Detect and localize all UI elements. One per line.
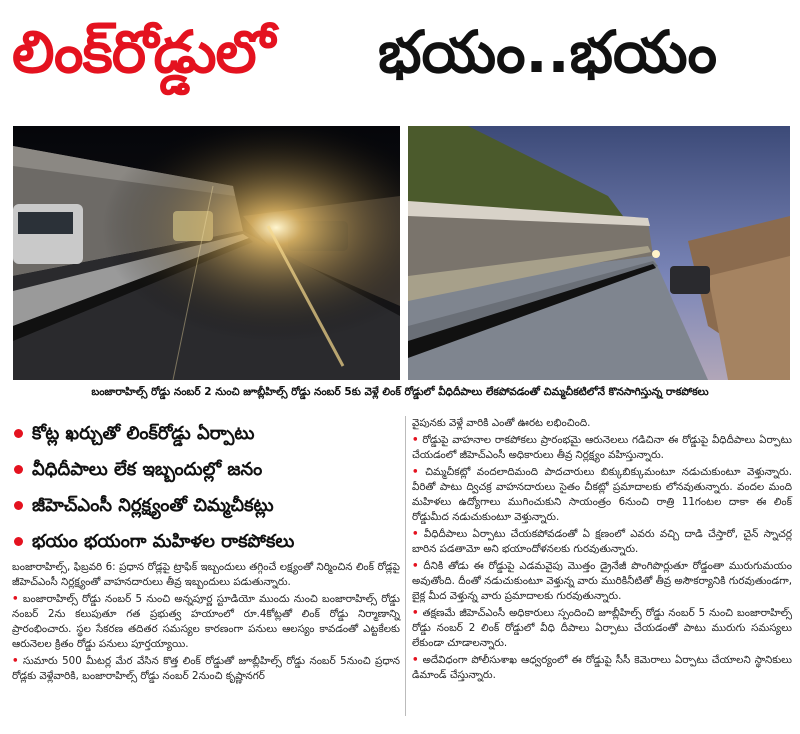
article-paragraph: • రోడ్డుపై వాహనాల రాకపోకలు ప్రారంభమై ఆరునెలలు గడిచినా ఈ రోడ్డుపై వీధిదీపాలు ఏర్పాటు చేయడంలో జీహెచ్ఎంసీ అధికారులు తీవ్ర నిర్లక్ష్యం వహిస్తున్నారు. bbox=[412, 434, 792, 461]
highlight-text: జీహెచ్ఎంసీ నిర్లక్ష్యంతో చిమ్మచీకట్లు bbox=[32, 495, 274, 516]
article-paragraph: వైపునకు వెళ్లే వారికి ఎంతో ఊరట లభించింది. bbox=[412, 417, 591, 429]
article-paragraph: • వీధిదీపాలు ఏర్పాటు చేయకపోవడంతో ఏ క్షణంలో ఎవరు వచ్చి దాడి చేస్తారో, చైన్ స్నాచర్ల బారిన పడతామో అని భయాందోళనలకు గురవుతున్నారు. bbox=[412, 528, 792, 555]
article-paragraph: • చిమ్మచీకట్లో వందలాదిమంది పాదచారులు బిక్కుబిక్కుమంటూ నడుచుకుంటూ వెళ్తున్నారు. వీరితో పాటు ద్విచక్ర వాహనదారులు సైతం చీకట్లో ప్రమాదాలకు లోనవుతున్నారు. వందల మంది మహిళలు ఉద్యోగాలు ముగించుకుని సాయంత్రం 6నుంచి రాత్రి 11గంటల దాకా ఈ లింక్ రోడ్డుమీద నడుచుకుంటూ వెళ్తున్నారు. bbox=[412, 466, 793, 523]
bullet-dot-icon bbox=[14, 537, 23, 546]
article-paragraph: • దీనికి తోడు ఈ రోడ్డుపై ఎడమవైపు మొత్తం డ్రైనేజీ పొంగిపొర్లుతూ రోడ్డంతా మురుగుమయం అవుతోంది. దీంతో నడుచుకుంటూ వెళ్తున్న వారు మురికినీటితో తీవ్ర అసౌకర్యానికి గురవుతుండగా, బైక్ల మీద వెళ్తున్న వారు ప్రమాదాలకు గురవుతున్నారు. bbox=[412, 560, 793, 602]
highlight-text: భయం భయంగా మహిళల రాకపోకలు bbox=[32, 531, 295, 552]
highlight-item bbox=[12, 452, 400, 488]
left-column bbox=[12, 416, 400, 686]
headline bbox=[0, 18, 800, 96]
column-divider bbox=[405, 416, 406, 716]
headline-black: భయం..భయం bbox=[378, 18, 718, 86]
article-paragraph: • సుమారు 500 మీటర్ల మేర వేసిన కొత్త లింక్ రోడ్డుతో జూబ్లీహిల్స్ రోడ్డు నంబర్ 5నుంచి ప్రధాన రోడ్లకు వెళ్లేవారికి, బంజారాహిల్స్ రోడ్డు నంబర్ 2నుంచి కృష్ణానగర్ bbox=[12, 655, 400, 682]
bullet-dot-icon bbox=[14, 465, 23, 474]
highlight-item bbox=[12, 524, 400, 560]
headline-red: లింక్‌రోడ్డులో bbox=[12, 18, 275, 86]
article-paragraph: • అదేవిధంగా పోలీసుశాఖ ఆధ్వర్యంలో ఈ రోడ్డుపై సీసీ కెమెరాలు ఏర్పాటు చేయాలని స్థానికులు డిమాండ్ చేస్తున్నారు. bbox=[412, 654, 792, 681]
right-column bbox=[412, 416, 792, 685]
bullet-dot-icon bbox=[14, 501, 23, 510]
highlight-text: వీధిదీపాలు లేక ఇబ్బందుల్లో జనం bbox=[32, 459, 263, 480]
photo-night-road-left bbox=[13, 126, 400, 380]
highlight-item bbox=[12, 488, 400, 524]
photo-dusk-road-right bbox=[408, 126, 790, 380]
highlight-text: కోట్ల ఖర్చుతో లింక్‌రోడ్డు ఏర్పాటు bbox=[32, 423, 255, 444]
article-paragraph: బంజారాహిల్స్, ఫిబ్రవరి 6: ప్రధాన రోడ్లపై ట్రాఫిక్ ఇబ్బందులు తగ్గించే లక్ష్యంతో నిర్మించిన లింక్ రోడ్లపై జీహెచ్ఎంసీ నిర్లక్ష్యంతో వాహనదారులు తీవ్ర ఇబ్బందులు పడుతున్నారు. bbox=[12, 561, 400, 588]
highlight-item bbox=[12, 416, 400, 452]
article-paragraph: • బంజారాహిల్స్ రోడ్డు నంబర్ 5 నుంచి అన్నపూర్ణ స్టూడియో ముందు నుంచి బంజారాహిల్స్ రోడ్డు నంబర్ 2ను కలుపుతూ గత ప్రభుత్వ హయాంలో రూ.4కోట్లతో లింక్ రోడ్డు నిర్మాణాన్ని ప్రారంభించారు. స్థల సేకరణ తదితర సమస్యల కారణంగా పనులు ఆలస్యం కావడంతో ఎట్టకేలకు ఆరునెలల క్రితం రోడ్డు పనులు పూర్తయ్యాయి. bbox=[12, 593, 400, 650]
photo-caption: బంజారాహిల్స్ రోడ్డు నంబర్ 2 నుంచి జూబ్లీహిల్స్ రోడ్డు నంబర్ 5కు వెళ్లే లింక్ రోడ్డులో వీధిదీపాలు లేకపోవడంతో చిమ్మచీకటిలోనే కొనసాగిస్తున్న రాకపోకలు bbox=[91, 386, 709, 398]
bullet-dot-icon bbox=[14, 429, 23, 438]
article-paragraph: • తక్షణమే జీహెచ్ఎంసీ అధికారులు స్పందించి జూబ్లీహిల్స్ రోడ్డు నంబర్ 5 నుంచి బంజారాహిల్స్ రోడ్డు నంబర్ 2 లింక్ రోడ్డులో వీధి దీపాలు ఏర్పాటు చేయడంతో పాటు మురుగు సమస్యలు లేకుండా చూడాలన్నారు. bbox=[412, 607, 792, 649]
